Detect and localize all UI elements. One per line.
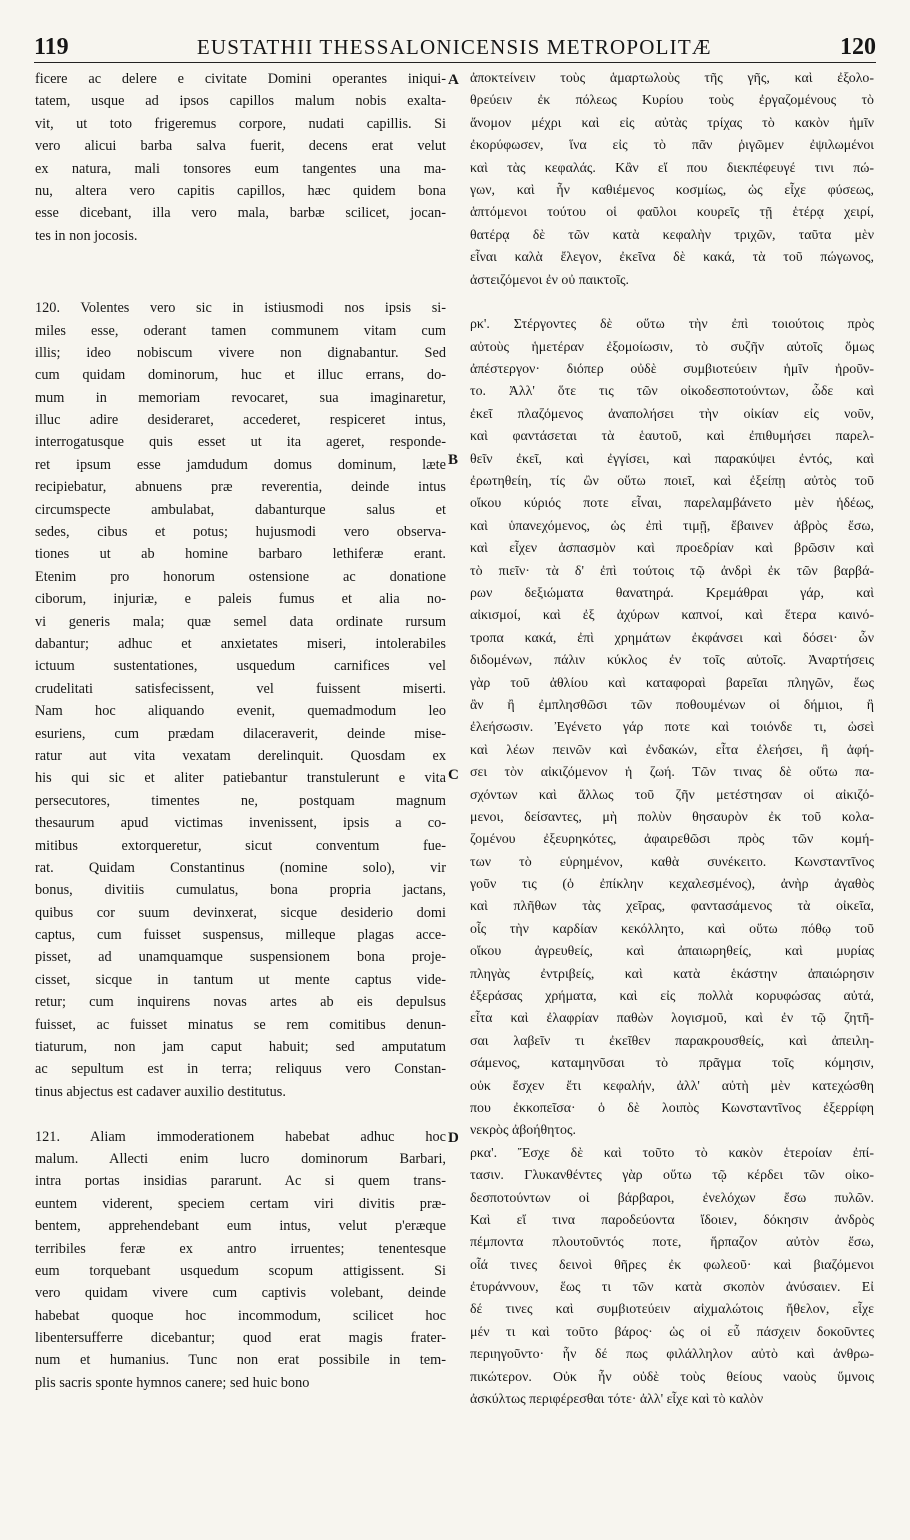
latin-line: Nam hoc aliquando evenit, quemadmodum leo [35, 703, 446, 720]
latin-line: sedes, cibus et potus; hujusmodi vero observa- [35, 524, 446, 541]
latin-line: miles esse, oderant tamen communem vitam cum [35, 322, 446, 339]
latin-line: illis; ideo nobiscum vivere non dignabantur. Sed [35, 344, 446, 361]
greek-line: καὶ τὰς κεφαλάς. Κἂν εἴ που διεκπέφευγέ τινι πώ- [470, 160, 874, 176]
greek-line: καὶ φαντάσεται τὰ ἑαυτοῦ, καὶ ἐπιθυμήσει παρελ- [470, 429, 874, 445]
latin-line: crudelitati satisfecissent, vel fuissent miserti. [35, 680, 446, 697]
latin-line: esuriens, cum prædam dilaceraverit, deinde mise- [35, 725, 446, 742]
greek-line: ἀπέστεργον· διόπερ οὐδὲ συμβιοτεύειν ἡμῖν ἠροῦν- [470, 362, 874, 378]
latin-line: fuisset, ac fuisset minatus se rem comitibus denun- [35, 1016, 446, 1033]
greek-line: οἷς τὴν καρδίαν κεκόλλητο, καὶ οὕτω πόθῳ τοῦ [470, 921, 874, 937]
greek-line: ἐκεῖ πλαζόμενος ἀναπολήσει τὴν οἰκίαν εἰς νοῦν, [470, 406, 874, 422]
greek-line: θεῖν ἐκεῖ, καὶ ἐγγίσει, καὶ παρακύψει ἐντός, καὶ [470, 451, 874, 467]
running-header [34, 34, 876, 63]
margin-marker-d: D [448, 1130, 459, 1146]
greek-paragraph-120 [470, 314, 874, 1142]
latin-line: plis sacris sponte hymnos canere; sed huic bono [35, 1374, 310, 1391]
latin-line: circumspecte ambulabat, dabanturque salus et [35, 501, 446, 518]
latin-line: euntem viderent, speciem certam viri divitis præ- [35, 1195, 446, 1212]
greek-line: ρων δεξιώματα θανατηρά. Κρεμάθραι γάρ, καὶ [470, 585, 874, 601]
latin-paragraph-121 [35, 1126, 446, 1395]
latin-line: habebat quoque hoc incommodum, scilicet hoc [35, 1307, 446, 1324]
latin-line: bentem, apprehendebant eum intus, velut p'eræque [35, 1218, 446, 1235]
greek-line: οἷά τινες δεινοὶ θῆρες ἐκ φωλεοῦ· καὶ βιαζόμενοι [470, 1257, 874, 1273]
latin-line: eum torquebant usquedum scopum attigissent. Si [35, 1262, 446, 1279]
latin-line: recipiebatur, abnuens præ reverentia, deinde intus [35, 479, 446, 496]
latin-column [35, 68, 446, 1394]
greek-line: σει τὸν αἰκιζόμενον ἡ ζωή. Τῶν τινας δὲ οὕτω πα- [470, 765, 874, 781]
latin-line: mum in memoriam revocaret, sua imaginaretur, [35, 389, 446, 406]
greek-line: μέν τι καὶ τοῦτο βάρος· ὡς οἱ εὖ πάσχειν δοκοῦντες [470, 1324, 874, 1340]
latin-line: cum quidam dominorum, huc et illuc errans, do- [35, 367, 446, 384]
greek-line: νεκρὸς ἀβοήθητος. [470, 1123, 576, 1139]
latin-line: ex natura, mali tonsores eum tangentes una ma- [35, 160, 446, 177]
greek-line: σχόντων καὶ ἄλλως τοῦ ζῆν μετέστησαν οἱ αἰκιζό- [470, 787, 874, 803]
latin-line: bonus, divitiis cumulatus, bona propria jactans, [35, 882, 446, 899]
greek-line: ἀποκτείνειν τοὺς ἁμαρτωλοὺς τῆς γῆς, καὶ ἐξολο- [470, 71, 874, 86]
greek-line: ρκ'. Στέργοντες δὲ οὕτω τὴν ἐπὶ τοιούτοις πρὸς [470, 317, 874, 333]
latin-line: tiaturum, non jam caput habuit; sed amputatum [35, 1039, 446, 1056]
latin-line: pisset, ad unamquamque suspensionem bona proje- [35, 949, 446, 966]
greek-line: Καὶ εἴ τινα παροδεύοντα ἴδοιεν, δόκησιν ἀνδρὸς [470, 1212, 874, 1228]
latin-line: tiones ut ab homine barbaro lethiferæ erant. [35, 546, 446, 563]
latin-line: ret ipsum esse jamdudum domus dominum, læte [35, 456, 446, 473]
latin-line: thesaurum apud victimas invenissent, ipsis a co- [35, 815, 446, 832]
latin-line: ficere ac delere e civitate Domini operantes iniqui- [35, 71, 446, 87]
greek-line: τασιν. Γλυκανθέντες γὰρ οὕτω τῷ κέρδει τῶν οἰκο- [470, 1168, 874, 1184]
margin-marker-a: A [448, 72, 459, 88]
latin-line: nu, altera vero capitis capillos, hæc quidem bona [35, 182, 446, 199]
latin-line: esse dicebant, illa vero mala, barbæ scilicet, jocan- [35, 205, 446, 222]
latin-line: num et humanius. Tunc non erat possibile in tem- [35, 1352, 446, 1369]
greek-line: ἐτυράννουν, ἕως τι τῶν κατὰ σκοπὸν ἀνύσαιεν. Εἰ [470, 1280, 874, 1296]
greek-line: γων, καὶ ἦν καθιέμενος κοσμίως, ὡς εἶχε φύσεως, [470, 182, 874, 198]
latin-line: ac sepultum est in terra; reliquus vero Constan- [35, 1061, 446, 1078]
page-number-right: 120 [840, 34, 876, 60]
latin-line: quibus cor suum devinxerat, sicque desiderio domi [35, 904, 446, 921]
latin-line: cisset, sicque in tantum ut mente captus vide- [35, 971, 446, 988]
greek-line: καὶ πλῆθων τὰς χεῖρας, φαντασάμενος τὰ οἰκεῖα, [470, 899, 874, 915]
latin-line: intra portas insidias pararunt. Ac si quem trans- [35, 1173, 446, 1190]
paragraph-gap [470, 292, 874, 314]
greek-line: δέ τινες καὶ συμβιοτεύειν αἰχμαλώτοις ἤθελον, εἶχε [470, 1302, 874, 1318]
greek-line: πληγὰς ἐντριβείς, καὶ κατὰ ἑκάστην ἀπαιώρησιν [470, 966, 874, 982]
latin-line: ictuum sustentationes, usquedum carnifices vel [35, 658, 446, 675]
greek-line: αὐτοὺς ἡμετέραν ἐξομοίωσιν, τὸ συζῆν αὐτοῖς ὅμως [470, 339, 874, 355]
latin-line: libentersufferre dicebantur; quod erat magis frater- [35, 1330, 446, 1347]
greek-line: δεσποτούντων οἱ βάρβαροι, ἐνελόχων ἔσω πυλῶν. [470, 1190, 874, 1206]
latin-paragraph-120 [35, 297, 446, 1103]
greek-line: ζομένου ἐξευρηκότες, ἀφαιρεθῶσι πρὸς τῶν κομή- [470, 832, 874, 848]
greek-line: το. Ἀλλ' ὅτε τις τῶν οἰκοδεσποτούντων, ὧδε καὶ [470, 384, 874, 400]
greek-line: περιηγοῦντο· ἦν δέ πως φιλάλληλον αὐτὸ καὶ ἀνθρω- [470, 1347, 874, 1363]
greek-line: γοῦν τις (ὁ ἐπίκλην κεχαλεσμένος), ἀνὴρ ἀγαθὸς [470, 877, 874, 893]
latin-line: mitibus extorqueretur, sicut conventum fue- [35, 837, 446, 854]
greek-line: διδομένων, πάλιν κύκλος ἐν τοῖς αὐτοῖς. Ἀναρτήσεις [470, 653, 874, 669]
greek-line: εἶναι καλὰ ἔλεγον, ἐκεῖνα δὲ κακά, τὰ τοῦ πώγωνος, [470, 250, 874, 266]
greek-line: ἐλεήσωσιν. Ἐγένετο γάρ ποτε καὶ τοιόνδε τι, ὡσεὶ [470, 720, 874, 736]
greek-line: γὰρ τοῦ ἀθλίου καὶ καταφοραὶ βαρεῖαι πληγῶν, ἕως [470, 675, 874, 691]
greek-line: μενοι, δείσαντες, μὴ πολὺν θησαυρὸν ἐκ τοῦ κολα- [470, 809, 874, 825]
latin-line: retur; cum inquirens novas artes ab eis depulsus [35, 994, 446, 1011]
greek-line: ἁπτόμενοι τούτου οἱ φαῦλοι κουρεῖς τῇ ἑτέρᾳ χειρί, [470, 205, 874, 221]
greek-column [470, 68, 874, 1411]
greek-line: θρεύειν ἐκ πόλεως Κυρίου τοὺς ἐργαζομένους τὸ [470, 93, 874, 109]
greek-line: θατέρᾳ δὲ τῶν κατὰ κεφαλὴν τριχῶν, ταῦτα μὲν [470, 227, 874, 243]
greek-line: αἰκισμοί, καὶ ἐξ ἀχύρων καπνοί, καὶ ἕτερα καινό- [470, 608, 874, 624]
greek-line: πέμποντα πλουτοῦντός ποτε, ἥρπαζον αὐτὸν ἔσω, [470, 1235, 874, 1251]
latin-line: vi generis mala; quæ semel data ordinate rursum [35, 613, 446, 630]
latin-line: dabantur; adhuc et anxietates miseri, intolerabiles [35, 635, 446, 652]
latin-line: tinus abjectus est cadaver auxilio destitutus. [35, 1083, 286, 1100]
greek-line: οὐκ ἔσχεν ἔτι κεφαλήν, ἀλλ' αὐτὴ μὲν κατεχώσθη [470, 1078, 874, 1094]
latin-line: interrogatusque quis esset ut ita ageret, responde- [35, 434, 446, 451]
greek-line: καὶ ὑπανεχόμενος, ὡς ἐπὶ τιμῇ, ἔβαινεν ἁβρὸς ἔσω, [470, 518, 874, 534]
greek-line: που ἐκκοπεῖσα· ὁ δὲ λοιπὸς Κωνσταντῖνος ἐξερρίφη [470, 1100, 874, 1116]
page-number-left: 119 [34, 34, 69, 60]
greek-line: οἴκου ἀγρευθείς, καὶ ἀπαιωρηθείς, καὶ μυρίας [470, 944, 874, 960]
greek-line: τροπα κακά, ἐπὶ χρημάτων ἐκφάνσει καὶ δόσει· ὧν [470, 630, 874, 646]
greek-paragraph-121 [470, 1143, 874, 1412]
greek-line: οἴκου κύριός ποτε εἶναι, παρελαμβάνετο μὲν ἡδέως, [470, 496, 874, 512]
paragraph-gap [35, 247, 446, 297]
margin-marker-c: C [448, 767, 459, 783]
greek-line: εἶτα καὶ ἐλαφρίαν παθὼν λογισμοῦ, καὶ ἐν τῷ ζητῆ- [470, 1011, 874, 1027]
latin-paragraph-119 [35, 68, 446, 247]
greek-line: πικώτερον. Οὐκ ἦν οὐδὲ τοὺς θείους ναοὺς ὕμνοις [470, 1369, 874, 1385]
greek-line: σάμενος, καταμηνῦσαι τὸ πρᾶγμα τοῖς κόμησιν, [470, 1056, 874, 1072]
running-title: EUSTATHII THESSALONICENSIS METROPOLITÆ [196, 35, 712, 59]
latin-line: tatem, usque ad ipsos capillos malum nobis exalta- [35, 93, 446, 110]
latin-line: terribiles feræ ex antro irruentes; tenentesque [35, 1240, 446, 1257]
greek-line: ἂν ἢ ἐμπλησθῶσι τῶν ποθουμένων οἱ δήμιοι, ἢ [470, 697, 874, 713]
latin-line: 120. Volentes vero sic in istiusmodi nos ipsis si- [35, 300, 446, 317]
latin-line: 121. Aliam immoderationem habebat adhuc hoc [35, 1128, 446, 1145]
latin-line: vit, ut toto frigeremus corpore, nudati capillis. Si [35, 115, 446, 132]
paragraph-gap [35, 1103, 446, 1125]
greek-line: ἐξεράσας χρήματα, καὶ εἰς πολλὰ κορυφώσας αὐτά, [470, 989, 874, 1005]
greek-line: ἀσκύλτως περιφέρεσθαι τότε· ἀλλ' εἶχε καὶ τὸ καλὸν [470, 1392, 764, 1408]
greek-line: ἄνομον μέχρι καὶ εἰς αὐτὰς τρίχας τὸ κακὸν ἡμῖν [470, 115, 874, 131]
latin-line: Etenim pro honorum ostensione ac donatione [35, 568, 446, 585]
latin-line: his qui sic et aliter patiebantur transtulerunt e vita [35, 770, 446, 787]
latin-line: vero alicui barba salva fuerit, decens erat velut [35, 138, 446, 155]
latin-line: vero quidam vivere cum captivis volebant, deinde [35, 1285, 446, 1302]
latin-line: rat. Quidam Constantinus (nomine solo), vir [35, 859, 446, 876]
latin-line: ratur aut vita vexatam derelinquit. Quosdam ex [35, 747, 446, 764]
greek-line: ἐρωτηθείη, τίς ὢν οὕτω ποιεῖ, καὶ ἐξείπῃ αὐτὸς τοῦ [470, 474, 874, 490]
greek-line: ἀστειζόμενοι ἐν οὐ παικτοῖς. [470, 272, 629, 288]
latin-line: persecutores, timentes ne, postquam magnum [35, 792, 446, 809]
latin-line: malum. Allecti enim lucro dominorum Barbari, [35, 1150, 446, 1167]
greek-line: καὶ εἶχεν ἀσπασμὸν καὶ προεδρίαν καὶ βρῶσιν καὶ [470, 541, 874, 557]
greek-line: ἐκορύφωσεν, ἵνα εἰς τὸ πᾶν ῥιγῶμεν ἐψιλωμένοι [470, 138, 874, 154]
latin-line: illuc adire desideraret, accederet, respiceret intus, [35, 412, 446, 429]
margin-marker-b: B [448, 452, 459, 468]
latin-line: ciborum, injuriæ, e paleis fumus et alia no- [35, 591, 446, 608]
greek-line: καὶ λέων πεινῶν καὶ ἐνδακών, εἶτα ἐλεήσει, ἢ ἀφή- [470, 742, 874, 758]
latin-line: tes in non jocosis. [35, 227, 138, 244]
greek-line: τὸ πιεῖν· τὰ δ' ἐπὶ τούτοις τῷ ἀνδρὶ ἐκ τῶν βαρβά- [470, 563, 874, 579]
greek-paragraph-119 [470, 68, 874, 292]
greek-line: των τὸ εὑρημένον, καθὰ συνέκειτο. Κωνσταντῖνος [470, 854, 874, 870]
greek-line: ρκα'. Ἔσχε δὲ καὶ τοῦτο τὸ κακὸν ἑτεροίαν ἐπί- [470, 1145, 874, 1161]
latin-line: captus, cum fuisset suspensus, milleque plagas acce- [35, 927, 446, 944]
greek-line: σαι λαβεῖν τι ἐκεῖθεν παρακρουσθείς, καὶ ἀπειλη- [470, 1033, 874, 1049]
